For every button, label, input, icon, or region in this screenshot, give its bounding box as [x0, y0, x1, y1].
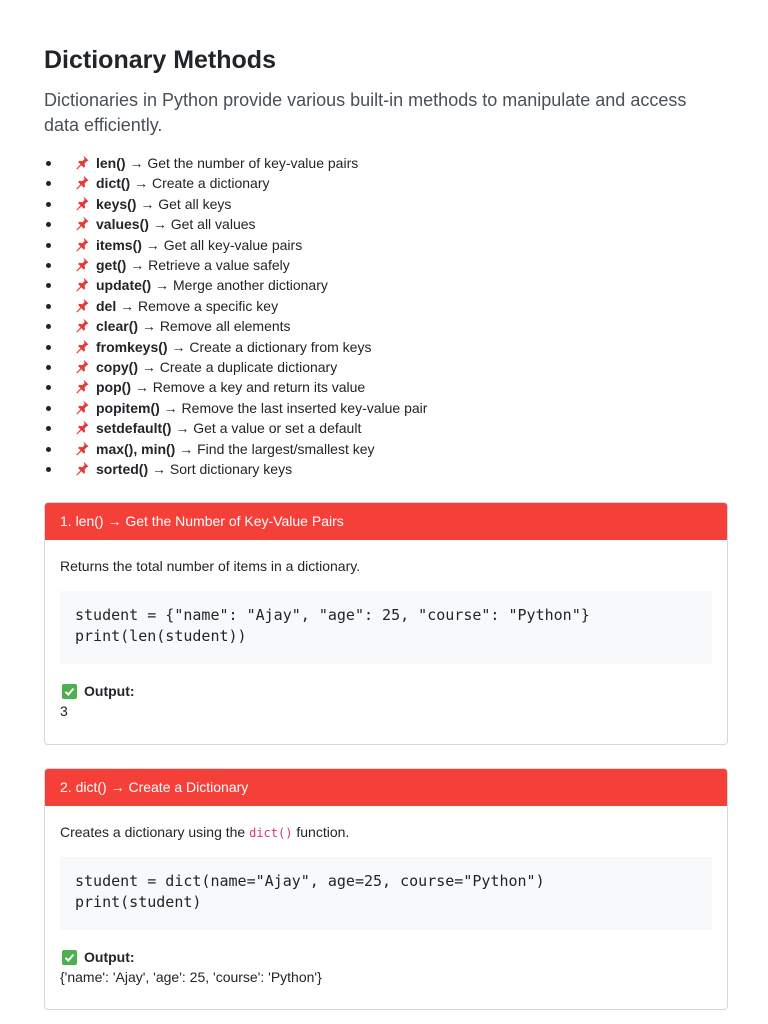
pushpin-icon	[74, 154, 90, 170]
method-name: fromkeys()	[96, 338, 168, 355]
page-title: Dictionary Methods	[44, 46, 276, 74]
arrow: →	[130, 257, 145, 274]
pushpin-icon	[74, 419, 90, 435]
desc-text: Creates a dictionary using the	[60, 824, 250, 840]
method-name: clear()	[96, 318, 139, 335]
method-list-item	[74, 337, 427, 357]
method-list-item	[74, 398, 427, 418]
arrow: →	[179, 440, 194, 457]
method-description: Create a dictionary	[152, 175, 270, 192]
arrow: →	[155, 277, 170, 294]
pushpin-icon	[74, 297, 90, 313]
method-list-item	[74, 296, 427, 316]
method-description: Remove a key and return its value	[152, 379, 366, 396]
pushpin-icon	[74, 399, 90, 415]
method-description: Get all values	[170, 216, 256, 233]
pushpin-icon	[74, 236, 90, 252]
method-list-item	[74, 214, 427, 234]
method-list-item	[74, 459, 427, 479]
desc-text: function.	[292, 824, 350, 840]
pushpin-icon	[74, 317, 90, 333]
arrow: →	[175, 420, 190, 437]
output-value: {'name': 'Ajay', 'age': 25, 'course': 'Python'}	[60, 969, 322, 985]
method-description: Remove the last inserted key-value pair	[181, 399, 428, 416]
pushpin-icon	[74, 460, 90, 476]
intro-text: Dictionaries in Python provide various built-in methods to manipulate and access data efficiently.	[44, 90, 687, 135]
method-name: popitem()	[96, 399, 160, 416]
method-name: copy()	[96, 359, 138, 376]
method-list-item	[74, 153, 427, 173]
check-icon	[62, 684, 77, 699]
method-description: Sort dictionary keys	[169, 461, 293, 478]
method-name: len()	[96, 155, 126, 171]
method-name: keys()	[96, 195, 137, 212]
output-value: 3	[60, 703, 68, 719]
check-icon	[62, 950, 77, 965]
output-label-text: Output:	[84, 949, 135, 965]
method-list-item	[74, 439, 427, 459]
pushpin-icon	[74, 378, 90, 394]
arrow: →	[120, 297, 135, 314]
card-description: Returns the total number of items in a dictionary.	[60, 558, 361, 574]
method-list-item	[74, 275, 427, 295]
dict-card	[44, 768, 728, 1010]
inline-code: dict()	[249, 826, 293, 840]
method-name: get()	[96, 257, 127, 274]
method-list-item	[74, 255, 427, 275]
arrow: →	[152, 216, 167, 233]
method-name: pop()	[96, 379, 131, 396]
arrow: →	[163, 399, 178, 416]
arrow: →	[171, 338, 186, 355]
method-description: Create a dictionary from keys	[189, 338, 372, 355]
method-description: Get a value or set a default	[193, 420, 362, 437]
output-label	[62, 683, 135, 699]
card-description	[60, 824, 349, 840]
arrow: →	[141, 318, 156, 335]
method-name: del	[96, 297, 117, 314]
arrow: →	[134, 379, 149, 396]
method-description: Get all keys	[158, 195, 232, 212]
method-description: Merge another dictionary	[173, 277, 328, 294]
arrow: →	[134, 175, 149, 192]
method-name: values()	[96, 216, 149, 233]
pushpin-icon	[74, 256, 90, 272]
pushpin-icon	[74, 276, 90, 292]
method-name: dict()	[96, 175, 131, 192]
code-block: student = {"name": "Ajay", "age": 25, "course": "Python"} print(len(student))	[60, 591, 712, 664]
method-list-item	[74, 235, 427, 255]
code-block: student = dict(name="Ajay", age=25, course="Python") print(student)	[60, 857, 712, 930]
card-header: 1. len() → Get the Number of Key-Value Pairs	[45, 503, 727, 540]
method-description: Get all key-value pairs	[163, 236, 303, 253]
method-list-item	[74, 377, 427, 397]
method-description: Remove a specific key	[138, 297, 279, 314]
method-name: setdefault()	[96, 420, 172, 437]
arrow: →	[152, 461, 167, 478]
method-list-item	[74, 194, 427, 214]
pushpin-icon	[74, 440, 90, 456]
output-label	[62, 949, 135, 965]
method-description: Find the largest/smallest key	[197, 440, 375, 457]
len-card	[44, 502, 728, 745]
method-description: Get the number of key-value pairs	[147, 155, 359, 171]
method-description: Create a duplicate dictionary	[159, 359, 338, 376]
pushpin-icon	[74, 174, 90, 190]
arrow: →	[129, 155, 144, 171]
pushpin-icon	[74, 195, 90, 211]
methods-list	[44, 153, 427, 480]
method-description: Retrieve a value safely	[148, 257, 290, 274]
arrow: →	[140, 195, 155, 212]
arrow: →	[141, 359, 156, 376]
method-list-item	[74, 418, 427, 438]
method-description: Remove all elements	[159, 318, 291, 335]
method-list-item	[74, 173, 427, 193]
output-label-text: Output:	[84, 683, 135, 699]
arrow: →	[145, 236, 160, 253]
card-header: 2. dict() → Create a Dictionary	[45, 769, 727, 806]
pushpin-icon	[74, 338, 90, 354]
method-name: items()	[96, 236, 142, 253]
method-name: sorted()	[96, 461, 149, 478]
pushpin-icon	[74, 358, 90, 374]
method-list-item	[74, 357, 427, 377]
method-name: max(), min()	[96, 440, 176, 457]
pushpin-icon	[74, 215, 90, 231]
method-name: update()	[96, 277, 152, 294]
method-list-item	[74, 316, 427, 336]
